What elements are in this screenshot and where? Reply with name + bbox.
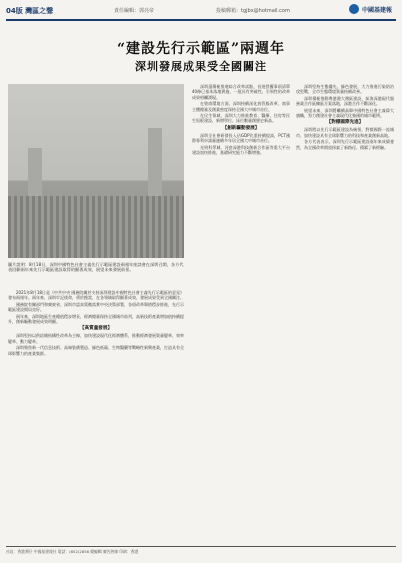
editor-credit: 責任編輯：郭亮帝	[114, 8, 155, 14]
paragraph: 展望未來，深圳將繼續高舉中國特色社會主義偉大旗幟，努力創建社會主義現代化強國的城市範例。	[296, 107, 394, 119]
paragraph: 深圳還積極推進綜合改革試點，首批授權事項清單40條已基本落地實施，一批具有突破性、引領性的改革成果相繼湧現。	[192, 84, 290, 100]
paragraph: 兩年來，深圳地區生產總值穩步增長，經濟總量保持全國城市前列，高新技術產業增加值持續提升，創新驅動發展成效明顯。	[8, 313, 184, 325]
paragraph: 深圳堅持生態優先、綠色發展，大力推進污染防治攻堅戰，全市生態環境質量持續改善。	[296, 84, 394, 95]
paragraph: 深圳全社會研發投入佔GDP比重持續提高，PCT國際專利申請量連續多年居全國大中城市首位。	[192, 132, 290, 144]
paragraph: 光明科學城、河套深港科技創新合作區等重大平台建設加快推進，基礎研究能力不斷增強。	[192, 144, 290, 156]
article-column-2	[192, 84, 290, 540]
paragraph: 2021年8月18日是《中共中央 國務院關於支持深圳建設中國特色社會主義先行示範區的意見》發布兩週年。兩年來，深圳牢記使命，勇於擔當，在各領域取得顯著成效，發展成果受到全國關注。	[8, 290, 184, 301]
paragraph: 深圳聚焦新一代信息技術、高端裝備製造、綠色低碳、生物醫藥等戰略性新興產業，打造具有全球影響力的產業集群。	[8, 345, 184, 356]
photo-caption: 圖片說明：8月18日，深圳中國特色社會主義先行示範區建設兩週年座談會在深圳召開，各方代表回顧兩年來先行示範區建設取得的顯著成效，展望未來發展前景。	[8, 262, 184, 273]
page-footer: 社址：香港灣仔 中國基建報社 電話：(852)2858 總編輯 廣告熱線 印刷：香港	[6, 549, 139, 554]
page-section-label: 04版 灣區之聲	[6, 7, 54, 15]
page-header	[6, 4, 396, 18]
paragraph: 在營商環境方面，深圳持續深化放管服改革，商事主體總量及創業密度保持全國大中城市首位。	[192, 101, 290, 112]
header-rule	[6, 19, 396, 21]
section-subhead: 【創新驅動發展】	[222, 125, 260, 131]
paragraph: 在民生領域，深圳大力推進教育、醫療、住房等民生短板建設，新增學位、床位數量創歷史新高。	[192, 113, 290, 124]
headline: “建設先行示範區”兩週年	[116, 41, 286, 57]
article-column-3	[296, 84, 394, 540]
submission-email[interactable]: 投稿郵箱：tgjbx@hotmail.com	[216, 8, 290, 14]
section-subhead: 【對標國際先進】	[326, 120, 364, 126]
masthead-logo	[349, 4, 392, 14]
subheadline: 深圳發展成果受全國關注	[135, 60, 267, 73]
section-subhead: 【高質量發展】	[79, 326, 113, 332]
logo-globe-icon	[349, 4, 359, 14]
audience-crowd	[8, 196, 184, 258]
paragraph: 深圳堅持以供給側結構性改革為主線，加快建設現代化經濟體系，推動經濟發展質量變革、效率變革、動力變革。	[8, 333, 184, 344]
paragraph: 深圳將以先行示範區建設為統領，對標國際一流城市，加快建設具有全球影響力的科技和產業創新高地。	[296, 127, 394, 138]
paragraph: 國務院有關部門和廣東省、深圳市認真貫徹落實中央決策部署，各項改革舉措穩步推進，先行示範區建設開局良好。	[8, 301, 184, 313]
paragraph: 各方代表表示，深圳先行示範區建設兩年來成績斐然，為全國改革開放探索了新路徑、積累了新經驗。	[296, 139, 394, 150]
logo-text: 中國基建報	[361, 6, 392, 14]
news-photo	[8, 84, 184, 258]
paragraph: 深圳積極推動粵港澳大灣區建設，前海深港現代服務業合作區擴區方案落地，深港合作不斷深化。	[296, 95, 394, 107]
article-column-1	[8, 290, 184, 540]
footer-rule	[6, 546, 396, 547]
